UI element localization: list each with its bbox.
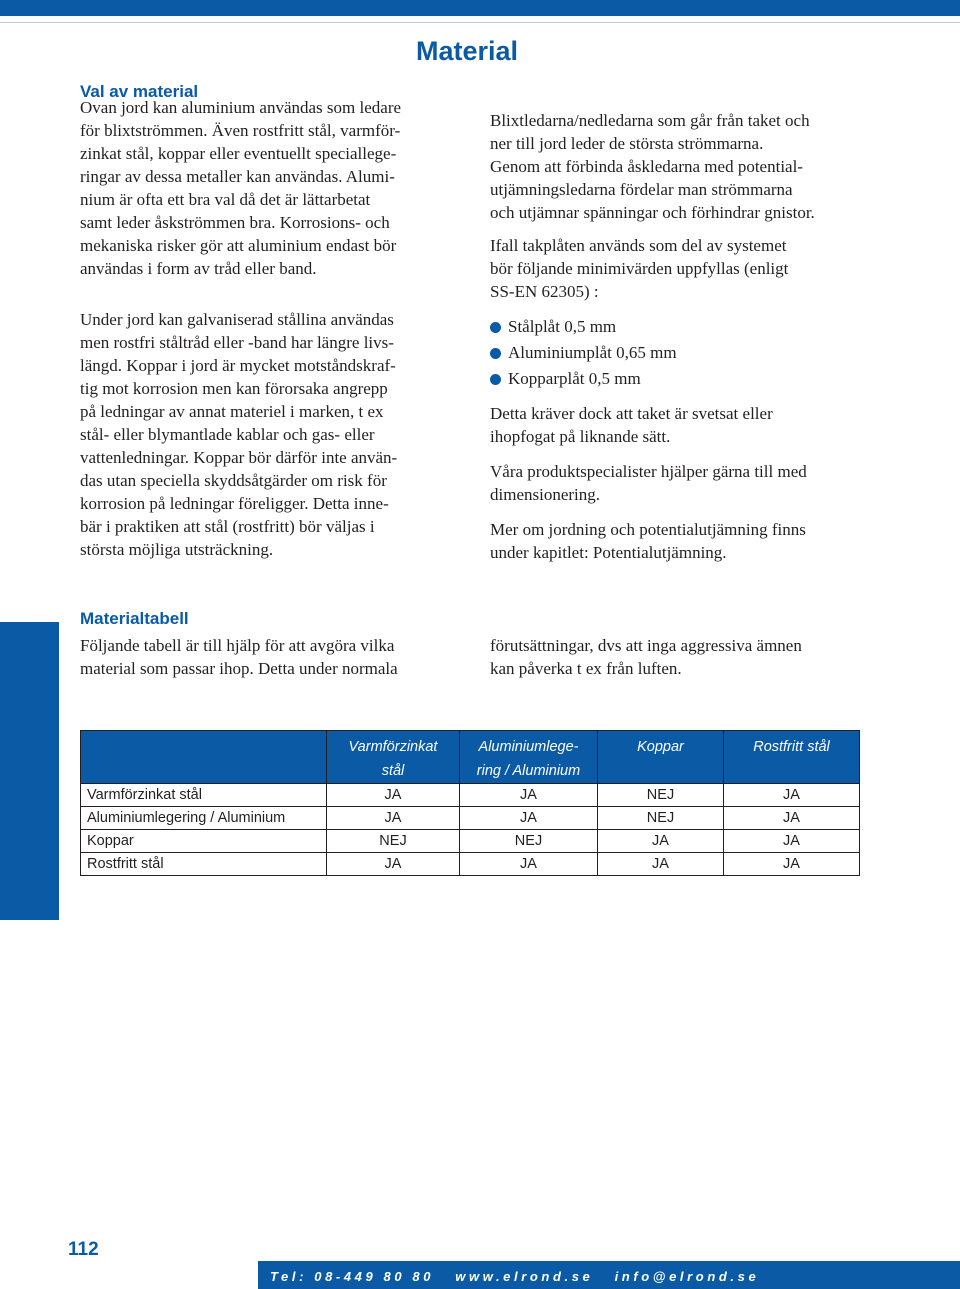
table-cell: NEJ	[598, 784, 724, 807]
column-header: Aluminiumlege- ring / Aluminium	[460, 731, 598, 784]
text-line: för blixtströmmen. Även rostfritt stål, varmför-	[80, 121, 401, 140]
footer-phone: Tel: 08-449 80 80	[270, 1269, 435, 1284]
table-cell: JA	[327, 807, 460, 830]
right-paragraph-2	[490, 234, 788, 303]
text-line: Våra produktspecialister hjälper gärna till med	[490, 462, 807, 481]
footer-email-link[interactable]: info@elrond.se	[614, 1269, 760, 1284]
table-cell: JA	[598, 830, 724, 853]
footer-website-link[interactable]: www.elrond.se	[455, 1269, 594, 1284]
table-cell: JA	[724, 784, 860, 807]
bullet-dot-icon	[490, 322, 501, 333]
left-paragraph-1	[80, 96, 401, 280]
list-item: Aluminiumplåt 0,65 mm	[490, 340, 677, 366]
text-line: dimensionering.	[490, 485, 601, 504]
table-cell: JA	[460, 853, 598, 876]
text-line: Genom att förbinda åskledarna med potential-	[490, 157, 803, 176]
material-compatibility-table	[80, 730, 860, 876]
text-line: ihopfogat på liknande sätt.	[490, 427, 671, 446]
list-item: Stålplåt 0,5 mm	[490, 314, 677, 340]
table-row	[81, 807, 860, 830]
column-header: Varmförzinkat stål	[327, 731, 460, 784]
text-line: användas i form av tråd eller band.	[80, 259, 317, 278]
section-heading-val-av-material: Val av material	[80, 82, 199, 101]
minimum-values-list	[490, 314, 677, 392]
text-line: utjämningsledarna fördelar man strömmarna	[490, 180, 793, 199]
text-line: förutsättningar, dvs att inga aggressiva ämnen	[490, 636, 802, 655]
text-line: och utjämnar spänningar och förhindrar gnistor.	[490, 203, 815, 222]
text-line: ner till jord leder de största strömmarna.	[490, 134, 764, 153]
text-line: Följande tabell är till hjälp för att avgöra vilka	[80, 636, 395, 655]
table-cell: JA	[724, 853, 860, 876]
text-line: stål- eller blymantlade kablar och gas- eller	[80, 425, 375, 444]
column-header: Rostfritt stål	[724, 731, 860, 784]
right-paragraph-1	[490, 109, 815, 224]
text-line: samt leder åskströmmen bra. Korrosions- och	[80, 213, 390, 232]
left-paragraph-2	[80, 308, 397, 561]
text-line: Ifall takplåten används som del av systemet	[490, 236, 787, 255]
table-corner-cell	[81, 731, 327, 784]
table-cell: JA	[460, 807, 598, 830]
text-line: på ledningar av annat materiel i marken, t ex	[80, 402, 384, 421]
text-line: Blixtledarna/nedledarna som går från taket och	[490, 111, 810, 130]
text-line: största möjliga utsträckning.	[80, 540, 274, 559]
text-line: Ovan jord kan aluminium användas som ledare	[80, 98, 402, 117]
text-line: Mer om jordning och potentialutjämning finns	[490, 520, 806, 539]
table-row	[81, 830, 860, 853]
row-label: Varmförzinkat stål	[81, 784, 327, 807]
table-cell: NEJ	[598, 807, 724, 830]
table-cell: JA	[724, 807, 860, 830]
table-row	[81, 853, 860, 876]
table-cell: JA	[327, 853, 460, 876]
row-label: Rostfritt stål	[81, 853, 327, 876]
footer-contact-bar	[258, 1261, 960, 1289]
text-line: ringar av dessa metaller kan användas. Alumi-	[80, 167, 395, 186]
table-cell: JA	[327, 784, 460, 807]
table-cell: JA	[460, 784, 598, 807]
footer-contact-text	[270, 1269, 773, 1284]
text-line: korrosion på ledningar föreligger. Detta inne-	[80, 494, 389, 513]
right-paragraph-5	[490, 518, 806, 564]
top-divider	[0, 22, 960, 23]
text-line: das utan speciella skyddsåtgärder om risk för	[80, 471, 387, 490]
right-paragraph-4	[490, 460, 807, 506]
text-line: Under jord kan galvaniserad stållina användas	[80, 310, 394, 329]
text-line: zinkat stål, koppar eller eventuellt speciallege-	[80, 144, 397, 163]
table-intro-left	[80, 634, 398, 680]
list-item: Kopparplåt 0,5 mm	[490, 366, 677, 392]
row-label: Koppar	[81, 830, 327, 853]
text-line: material som passar ihop. Detta under normala	[80, 659, 398, 678]
text-line: bör följande minimivärden uppfyllas (enligt	[490, 259, 789, 278]
text-line: kan påverka t ex från luften.	[490, 659, 682, 678]
page-number: 112	[68, 1239, 99, 1260]
section-heading-materialtabell: Materialtabell	[80, 609, 189, 628]
page-title: Material	[416, 36, 519, 66]
text-line: bär i praktiken att stål (rostfritt) bör väljas i	[80, 517, 375, 536]
table-header-row	[81, 731, 860, 784]
text-line: under kapitlet: Potentialutjämning.	[490, 543, 727, 562]
text-line: men rostfri ståltråd eller -band har längre livs-	[80, 333, 394, 352]
bullet-dot-icon	[490, 348, 501, 359]
table-cell: NEJ	[460, 830, 598, 853]
text-line: vattenledningar. Koppar bör därför inte använ-	[80, 448, 398, 467]
table-row	[81, 784, 860, 807]
text-line: Detta kräver dock att taket är svetsat eller	[490, 404, 773, 423]
text-line: nium är ofta ett bra val då det är lättarbetat	[80, 190, 371, 209]
text-line: mekaniska risker gör att aluminium endast bör	[80, 236, 397, 255]
row-label: Aluminiumlegering / Aluminium	[81, 807, 327, 830]
text-line: längd. Koppar i jord är mycket motståndskraf-	[80, 356, 396, 375]
column-header: Koppar	[598, 731, 724, 784]
text-line: tig mot korrosion men kan förorsaka angrepp	[80, 379, 388, 398]
table-cell: JA	[724, 830, 860, 853]
bullet-dot-icon	[490, 374, 501, 385]
side-tab-marker	[0, 622, 59, 920]
right-paragraph-3	[490, 402, 773, 448]
table-cell: NEJ	[327, 830, 460, 853]
top-accent-bar	[0, 0, 960, 16]
table-intro-right	[490, 634, 802, 680]
table-cell: JA	[598, 853, 724, 876]
text-line: SS-EN 62305) :	[490, 282, 599, 301]
